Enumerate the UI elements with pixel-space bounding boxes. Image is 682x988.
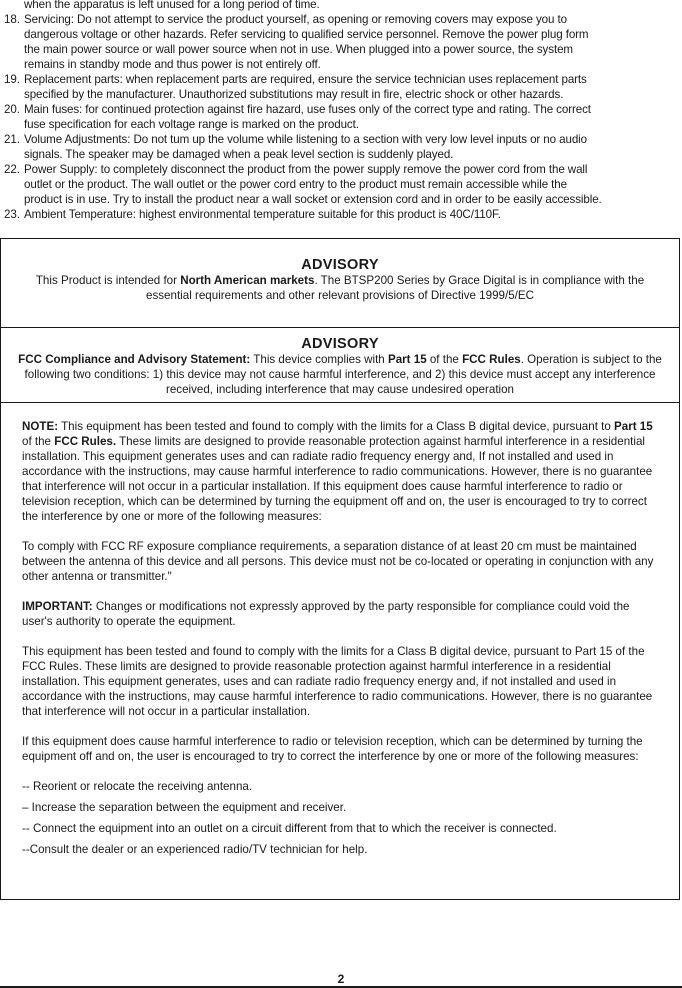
list-item-19: 19. Replacement parts: when replacement parts are required, ensure the service technician uses replacement parts specified by the manufacturer. Unauthorized substitutions may result in fire, electric shock or other hazards. xyxy=(4,73,587,101)
measure-item: – Increase the separation between the equipment and receiver. xyxy=(22,801,347,814)
note-paragraph: NOTE: This equipment has been tested and found to comply with the limits for a Class B digital device, pursuant to Part 15 of the FCC Rules. These limits are designed to provide reasonable protection against harmful interference in a residential installation. This equipment generates uses and can radiate radio frequency energy and, If not installed and used in accordance with the instructions, may cause harmful interference to radio communications. However, there is no guarantee that interference will not occur in a particular installation. If this equipment does cause harmful interference to radio or television reception, which can be determined by turning the equipment off and on, the user is encouraged to try to correct the interference by one or more of the following measures: xyxy=(22,420,653,523)
item-number: 23. xyxy=(4,208,20,221)
list-item-18: 18. Servicing: Do not attempt to service the product yourself, as opening or removing covers may expose you to dangerous voltage or other hazards. Refer servicing to qualified service personnel. Remove the power plug form the main power source or wall power source when not in use. When plugged into a power source, the system remains in standby mode and thus power is not entirely off. xyxy=(4,13,589,71)
measure-item: --Consult the dealer or an experienced radio/TV technician for help. xyxy=(22,843,368,856)
advisory-box xyxy=(0,238,680,900)
class-b-paragraph: This equipment has been tested and found to comply with the limits for a Class B digital device, pursuant to Part 15 of the FCC Rules. These limits are designed to provide reasonable protection against harmful interference in a residential installation. This equipment generates, uses and can radiate radio frequency energy and, if not installed and used in accordance with the instructions, may cause harmful interference to radio communications. However, there is no guarantee that interference will not occur in a particular installation. xyxy=(22,645,653,718)
list-item-23: 23. Ambient Temperature: highest environmental temperature suitable for this product is 40C/110F. xyxy=(4,208,501,221)
important-paragraph: IMPORTANT: Changes or modifications not expressly approved by the party responsible for compliance could void the user's authority to operate the equipment. xyxy=(22,600,630,628)
list-item-20: 20. Main fuses: for continued protection against fire hazard, use fuses only of the correct type and rating. The correct fuse specification for each voltage range is marked on the product. xyxy=(4,103,591,131)
footer-divider xyxy=(0,986,682,988)
list-item-21: 21. Volume Adjustments: Do not tum up the volume while listening to a section with very low level inputs or no audio signals. The speaker may be damaged when a peak level section is suddenly played. xyxy=(4,133,587,161)
list-lead-in: when the apparatus is left unused for a long period of time. xyxy=(24,0,320,11)
safety-instructions-list xyxy=(4,0,682,222)
measure-item: -- Reorient or relocate the receiving antenna. xyxy=(22,780,253,793)
item-number: 22. xyxy=(4,163,20,176)
measure-item: -- Connect the equipment into an outlet on a circuit different from that to which the receiver is connected. xyxy=(22,822,557,835)
advisory-title: ADVISORY xyxy=(301,257,379,273)
item-number: 18. xyxy=(4,13,20,26)
list-item-22: 22. Power Supply: to completely disconnect the product from the power supply remove the power cord from the wall outlet or the product. The wall outlet or the power cord entry to the product must remain accessible while the product is in use. Try to install the product near a wall socket or extension cord and in order to be easily accessible. xyxy=(4,163,602,206)
interference-paragraph: If this equipment does cause harmful interference to radio or television reception, which can be determined by turning the equipment off and on, the user is encouraged to try to correct the interference by one or more of the following measures: xyxy=(22,735,643,763)
advisory-title: ADVISORY xyxy=(301,336,379,352)
item-number: 20. xyxy=(4,103,20,116)
advisory-markets-text: This Product is intended for North American markets. The BTSP200 Series by Grace Digital is in compliance with the essential requirements and other relevant provisions of Directive 1999/5/EC xyxy=(35,274,645,302)
fcc-notice-section xyxy=(1,403,679,899)
fcc-statement-text: FCC Compliance and Advisory Statement: This device complies with Part 15 of the FCC Rules. Operation is subject to the following two conditions: 1) this device may not cause harmful interference, and 2) this device must accept any interference received, including interference that may cause undesired operation xyxy=(18,353,662,396)
item-number: 19. xyxy=(4,73,20,86)
item-number: 21. xyxy=(4,133,20,146)
advisory-section-markets xyxy=(1,239,679,328)
rf-exposure-paragraph: To comply with FCC RF exposure compliance requirements, a separation distance of at least 20 cm must be maintained between the antenna of this device and all persons. This device must not be co-located or operating in conjunction with any other antenna or transmitter." xyxy=(22,540,654,583)
page-number: 2 xyxy=(337,972,345,986)
advisory-section-fcc xyxy=(1,328,679,403)
